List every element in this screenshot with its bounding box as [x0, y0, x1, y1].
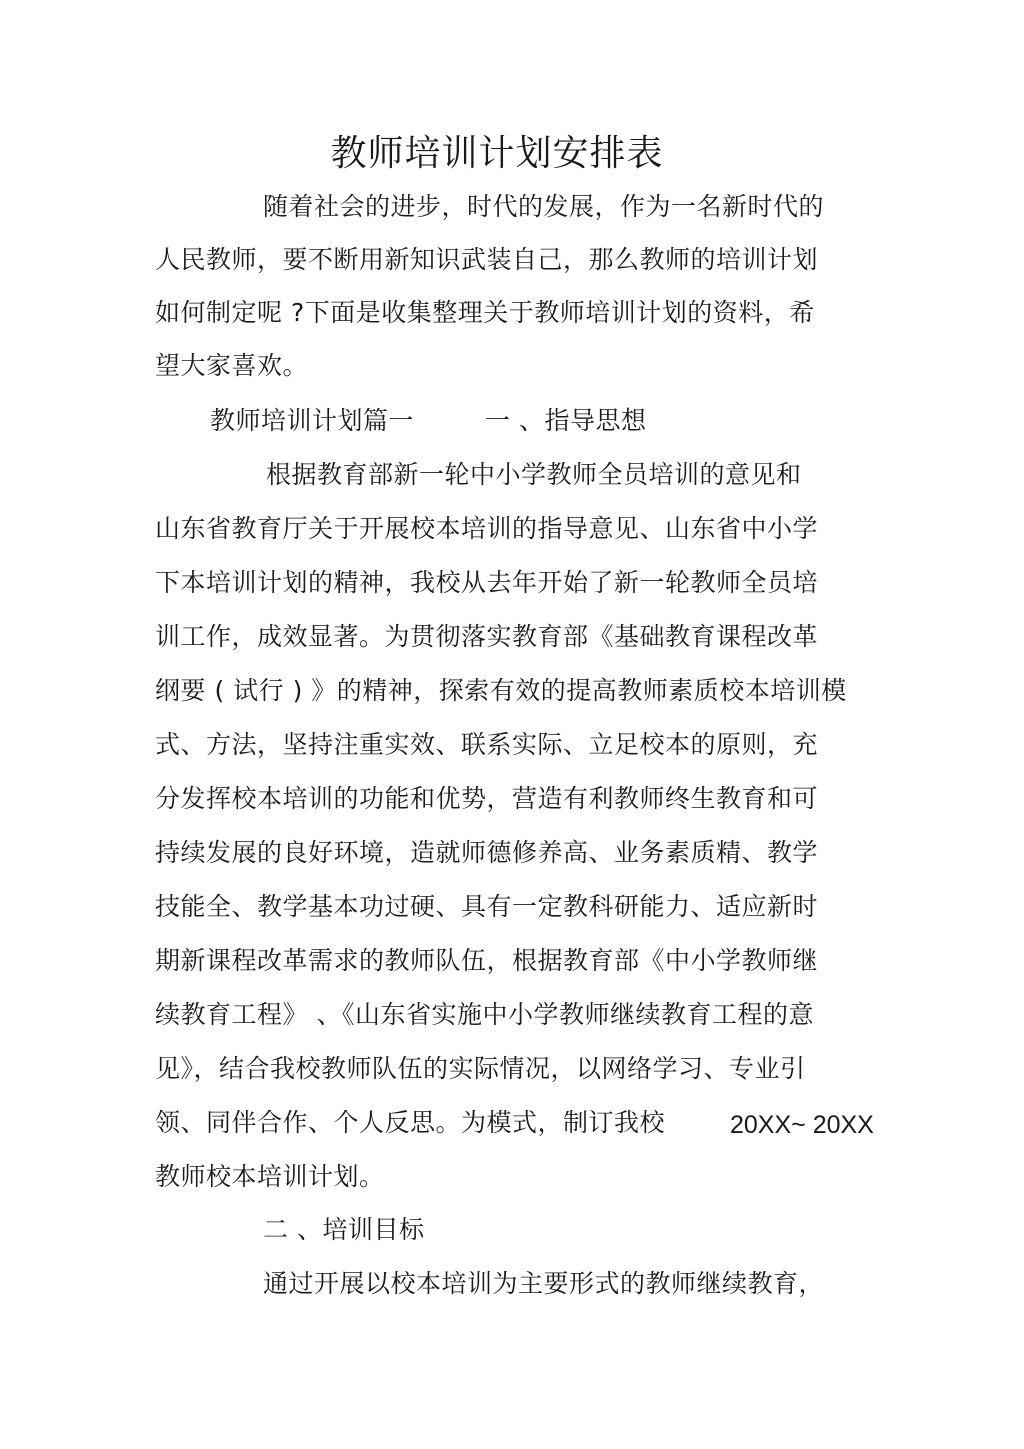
intro-line-4: 望大家喜欢。	[155, 351, 309, 380]
guide-line-7: 分发挥校本培训的功能和优势，营造有利教师终生教育和可	[155, 784, 819, 813]
guiding-thought-heading: 一 、指导思想	[485, 406, 647, 435]
plan-line-end: 教师校本培训计划。	[155, 1162, 385, 1191]
document-title: 教师培训计划安排表	[330, 133, 664, 174]
intro-line-1: 随着社会的进步，时代的发展，作为一名新时代的	[263, 192, 825, 221]
guide-line-2: 山东省教育厅关于开展校本培训的指导意见、山东省中小学	[155, 514, 819, 543]
plan-line: 领、同伴合作、个人反思。为模式，制订我校	[155, 1108, 666, 1137]
plan-years: 20XX~ 20XX	[730, 1111, 874, 1139]
guide-line-8: 持续发展的良好环境，造就师德修养高、业务素质精、教学	[155, 838, 819, 867]
section-one-heading: 教师培训计划篇一	[210, 406, 415, 435]
guide-line-1: 根据教育部新一轮中小学教师全员培训的意见和	[266, 460, 802, 489]
training-goals-heading: 二 、培训目标	[263, 1215, 425, 1244]
guide-line-10: 期新课程改革需求的教师队伍，根据教育部《中小学教师继	[155, 946, 819, 975]
guide-line-9: 技能全、教学基本功过硬、具有一定教科研能力、适应新时	[155, 892, 819, 921]
guide-line-12: 见》，结合我校教师队伍的实际情况，以网络学习、专业引	[155, 1054, 806, 1083]
intro-line-3: 如何制定呢 ?下面是收集整理关于教师培训计划的资料，希	[155, 298, 815, 327]
guide-line-11: 续教育工程》 、《山东省实施中小学教师继续教育工程的意	[155, 1000, 814, 1029]
guide-line-6: 式、方法，坚持注重实效、联系实际、立足校本的原则，充	[155, 730, 819, 759]
goal-line-1: 通过开展以校本培训为主要形式的教师继续教育，	[263, 1269, 825, 1298]
guide-line-4: 训工作，成效显著。为贯彻落实教育部《基础教育课程改革	[155, 622, 819, 651]
guide-line-5: 纲要 ( 试行 ) 》的精神，探索有效的提高教师素质校本培训模	[155, 676, 847, 705]
intro-line-2: 人民教师，要不断用新知识武装自己，那么教师的培训计划	[155, 245, 819, 274]
guide-line-3: 下本培训计划的精神，我校从去年开始了新一轮教师全员培	[155, 568, 819, 597]
